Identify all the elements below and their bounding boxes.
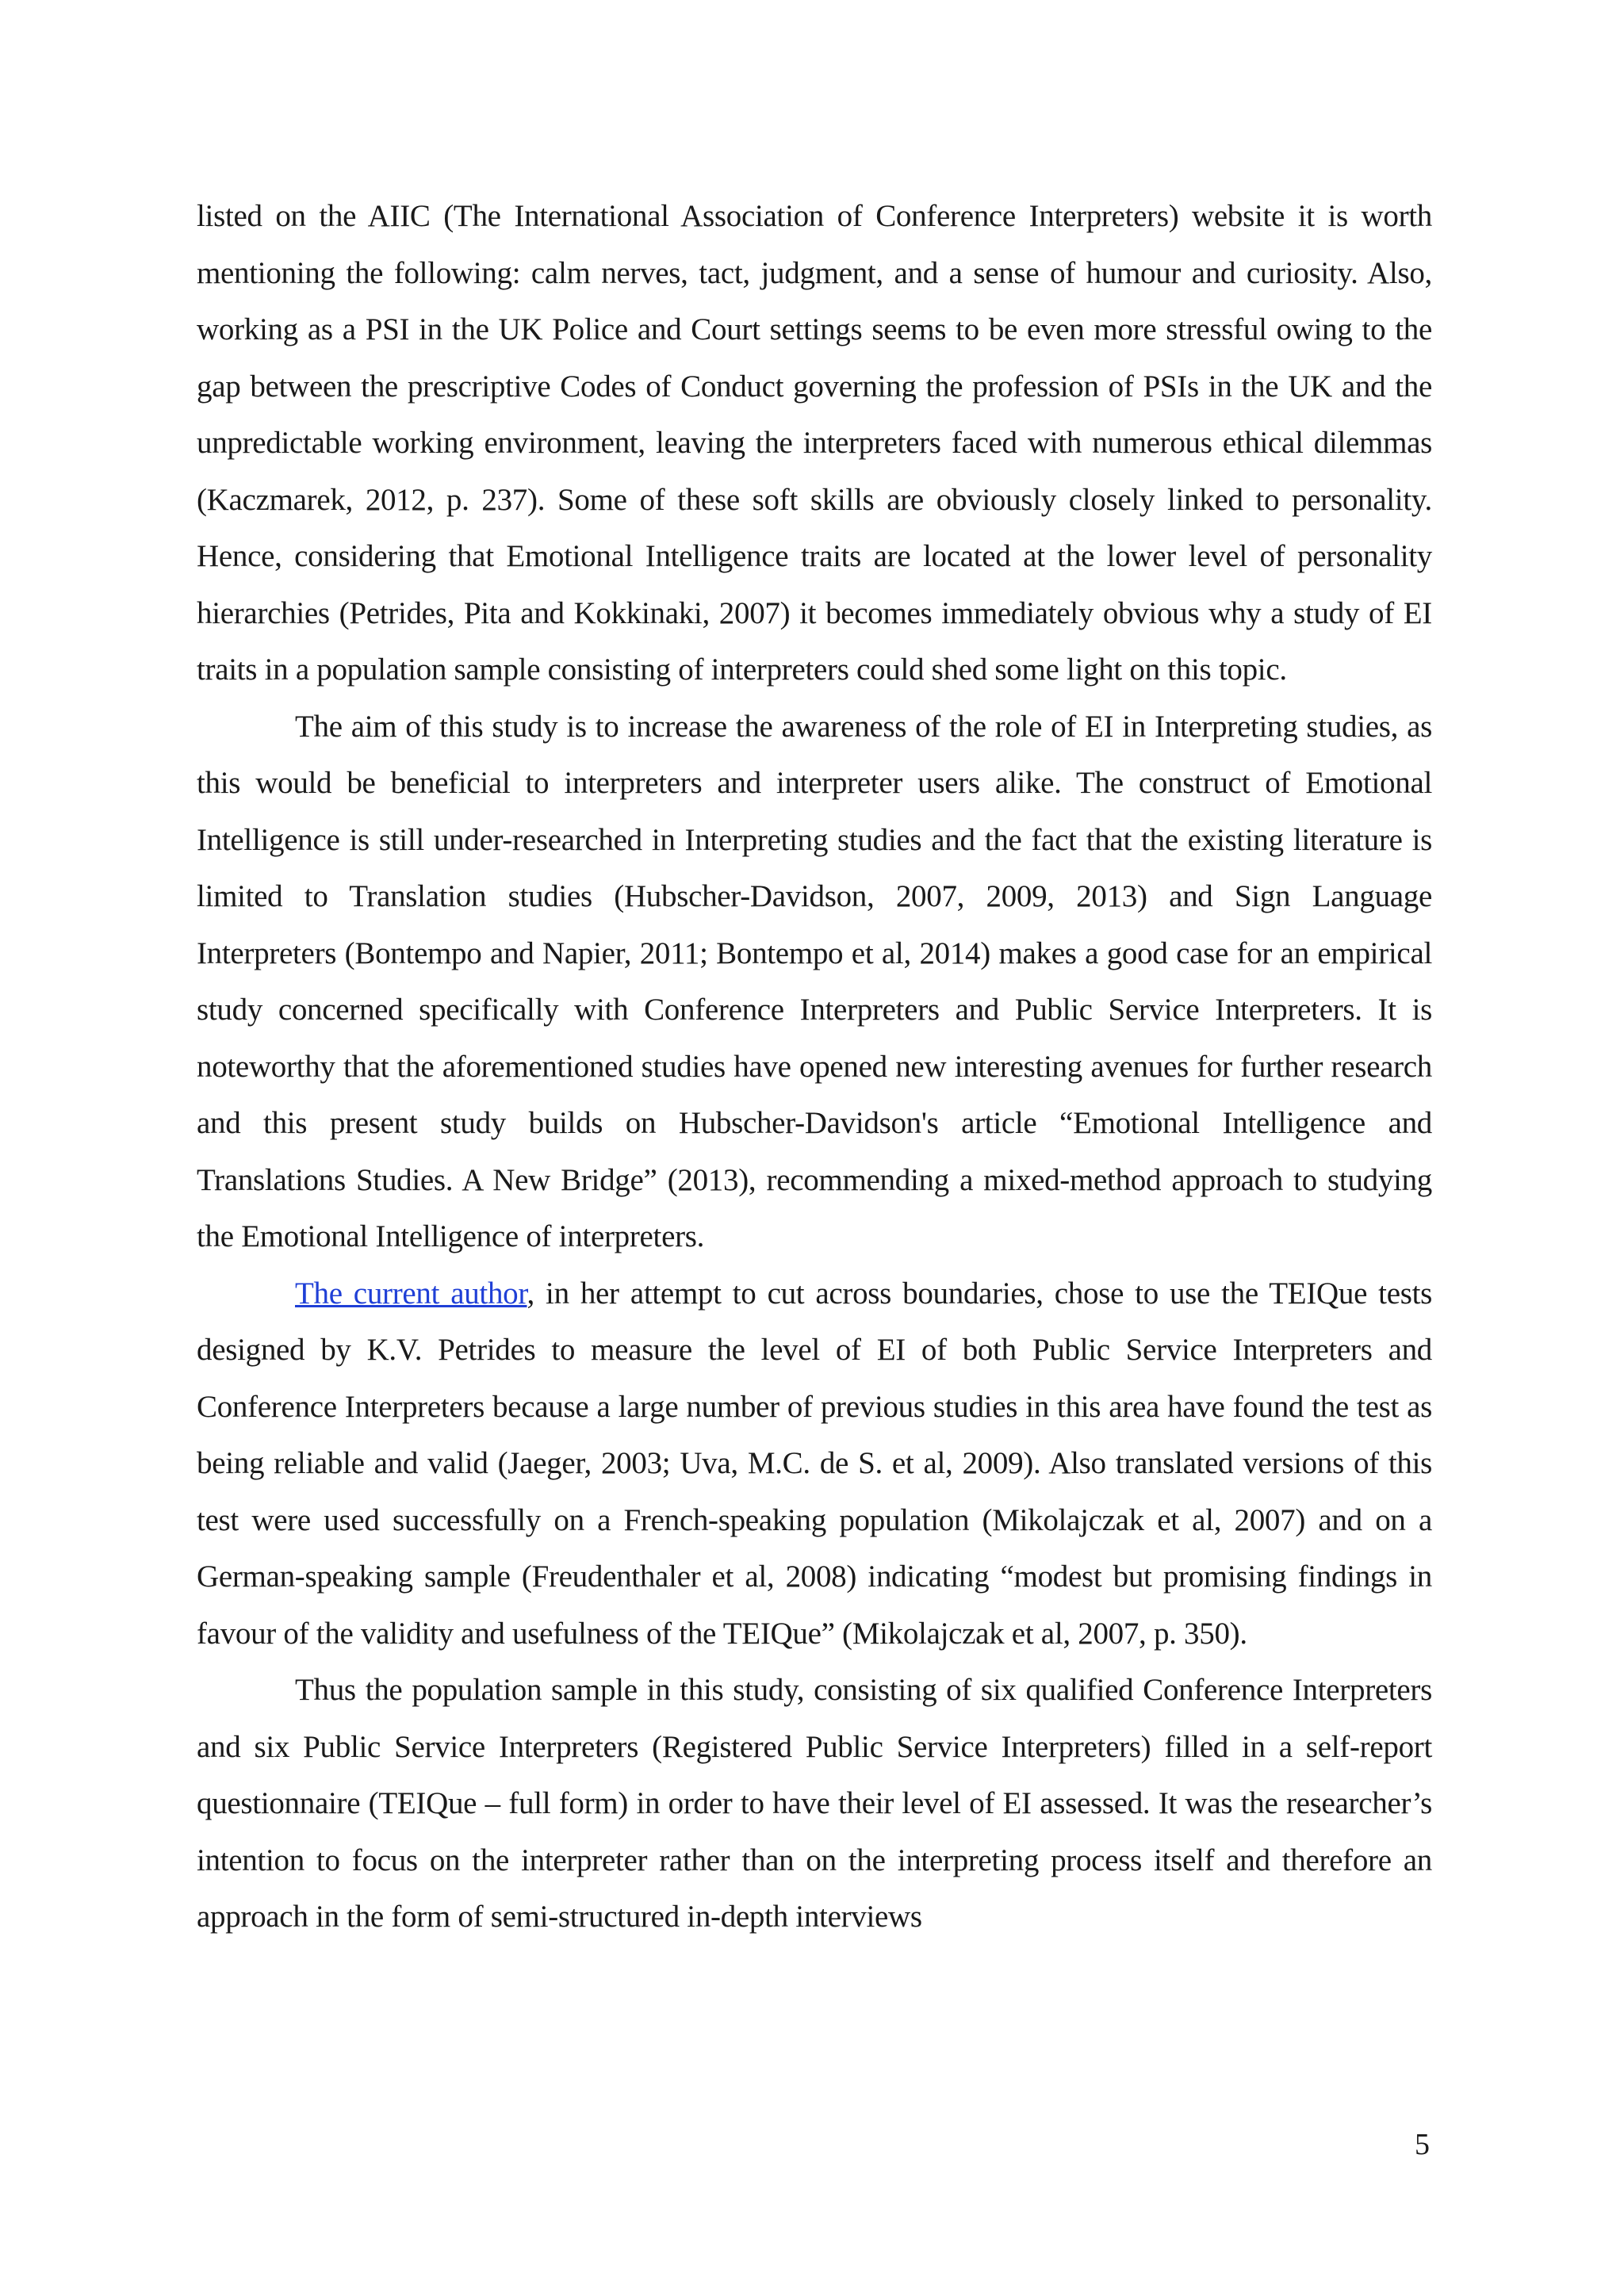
paragraph-1: listed on the AIIC (The International Association of Conference Interpreters) website it is worth mentioning the following: calm nerves, tact, judgment, and a sense of humour and curiosity. Also, working as a PSI in the UK Police and Court settings seems to be even more stressful owing to the gap between the prescriptive Codes of Conduct governing the profession of PSIs in the UK and the unpredictable working environment, leaving the interpreters faced with numerous ethical dilemmas (Kaczmarek, 2012, p. 237). Some of these soft skills are obviously closely linked to personality. Hence, considering that Emotional Intelligence traits are located at the lower level of personality hierarchies (Petrides, Pita and Kokkinaki, 2007) it becomes immediately obvious why a study of EI traits in a population sample consisting of interpreters could shed some light on this topic. bbox=[197, 199, 1432, 687]
paragraph-3 bbox=[197, 1265, 1432, 1663]
page-number: 5 bbox=[1415, 2128, 1430, 2161]
paragraph-4: Thus the population sample in this study, consisting of six qualified Conference Interpreters and six Public Service Interpreters (Registered Public Service Interpreters) filled in a self-report questionnaire (TEIQue – full form) in order to have their level of EI assessed. It was the researcher’s intention to focus on the interpreter rather than on the interpreting process itself and therefore an approach in the form of semi-structured in-depth interviews bbox=[197, 1673, 1432, 1934]
author-link[interactable]: The current author bbox=[295, 1276, 527, 1311]
paragraph-2: The aim of this study is to increase the awareness of the role of EI in Interpreting studies, as this would be beneficial to interpreters and interpreter users alike. The construct of Emotional Intelligence is still under-researched in Interpreting studies and the fact that the existing literature is limited to Translation studies (Hubscher-Davidson, 2007, 2009, 2013) and Sign Language Interpreters (Bontempo and Napier, 2011; Bontempo et al, 2014) makes a good case for an empirical study concerned specifically with Conference Interpreters and Public Service Interpreters. It is noteworthy that the aforementioned studies have opened new interesting avenues for further research and this present study builds on Hubscher-Davidson's article “Emotional Intelligence and Translations Studies. A New Bridge” (2013), recommending a mixed-method approach to studying the Emotional Intelligence of interpreters. bbox=[197, 709, 1432, 1253]
paragraph-3-text: , in her attempt to cut across boundaries, chose to use the TEIQue tests designed by K.V. Petrides to measure the level of EI of both Public Service Interpreters and Conference Interpreters because a large number of previous studies in this area have found the test as being reliable and valid (Jaeger, 2003; Uva, M.C. de S. et al, 2009). Also translated versions of this test were used successfully on a French-speaking population (Mikolajczak et al, 2007) and on a German-speaking sample (Freudenthaler et al, 2008) indicating “modest but promising findings in favour of the validity and usefulness of the TEIQue” (Mikolajczak et al, 2007, p. 350). bbox=[197, 1276, 1432, 1651]
body-text bbox=[197, 188, 1432, 1946]
